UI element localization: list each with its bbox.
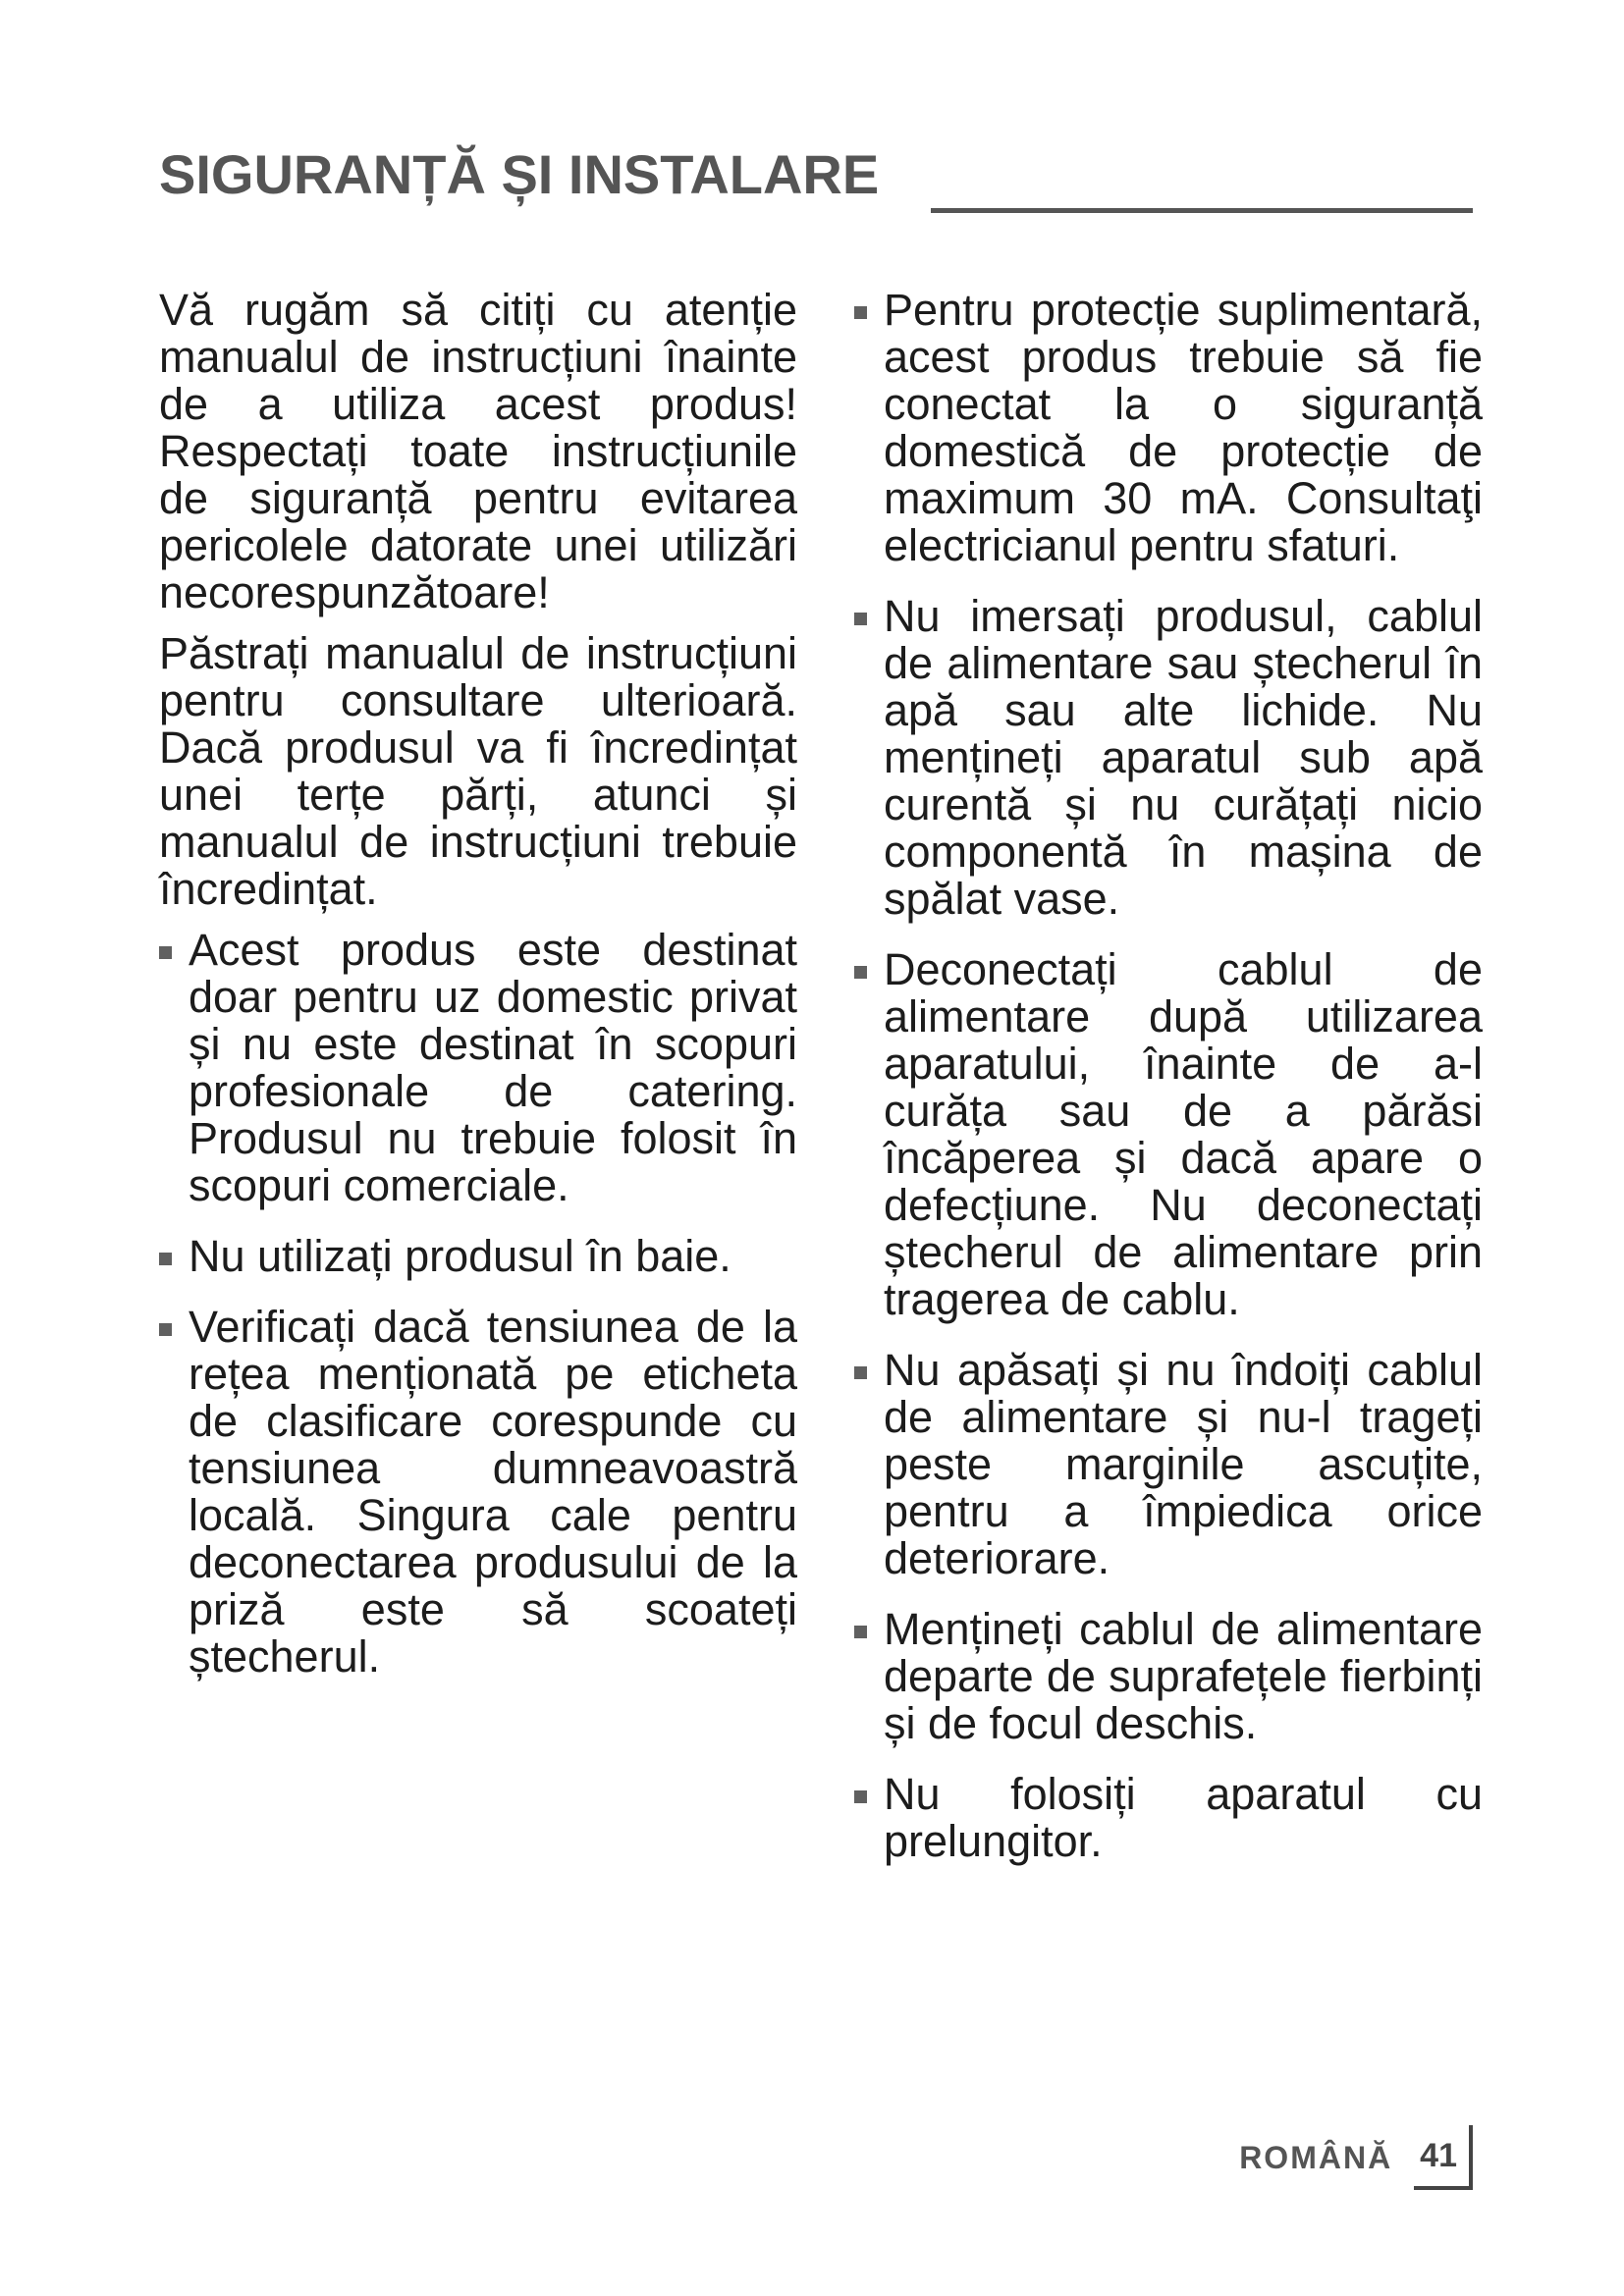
intro-paragraph: Vă rugăm să citiți cu atenție manualul de instrucțiuni înainte de a utiliza acest produs! Respectați toate instrucțiunile de siguranță pentru evitarea pericolele datorate unei utilizări necorespunzătoare! — [159, 285, 797, 617]
left-column — [159, 287, 797, 1704]
list-item — [854, 1771, 1483, 1865]
list-item — [854, 1606, 1483, 1747]
square-bullet-icon — [854, 1626, 867, 1638]
square-bullet-icon — [854, 613, 867, 625]
list-item — [159, 1304, 797, 1681]
bullet-text: Pentru protecție suplimentară, acest produs trebuie să fie conectat la o siguranță domestică de protecție de maximum 30 mA. Consultaţi electricianul pentru sfaturi. — [884, 285, 1483, 570]
bullet-text: Nu apăsați și nu îndoiți cablul de alimentare și nu-l trageți peste marginile ascuțite, pentru a împiedica orice deteriorare. — [884, 1345, 1483, 1583]
square-bullet-icon — [854, 1366, 867, 1379]
right-bullet-list — [854, 287, 1483, 1865]
page-title: SIGURANȚĂ ȘI INSTALARE — [159, 143, 880, 205]
bullet-text: Mențineți cablul de alimentare departe de suprafețele fierbinți și de focul deschis. — [884, 1604, 1483, 1748]
list-item — [159, 1233, 797, 1280]
page-footer — [1239, 2127, 1473, 2188]
page-number: 41 — [1414, 2125, 1473, 2190]
square-bullet-icon — [159, 1323, 172, 1336]
list-item — [159, 927, 797, 1209]
list-item — [854, 287, 1483, 569]
square-bullet-icon — [159, 946, 172, 959]
bullet-text: Nu imersați produsul, cablul de alimentare sau ștecherul în apă sau alte lichide. Nu mențineți aparatul sub apă curentă și nu curățați nicio componentă în mașina de spălat vase. — [884, 591, 1483, 924]
list-item — [854, 946, 1483, 1323]
bullet-text: Verificați dacă tensiunea de la rețea menționată pe eticheta de clasificare corespunde cu tensiunea dumneavoastră locală. Singura cale pentru deconectarea produsului de la priză este să scoateți ștecherul. — [189, 1302, 797, 1682]
bullet-text: Nu folosiți aparatul cu prelungitor. — [884, 1769, 1483, 1866]
title-rule — [931, 208, 1473, 213]
list-item — [854, 1347, 1483, 1582]
square-bullet-icon — [854, 306, 867, 319]
footer-language: ROMÂNĂ — [1239, 2139, 1393, 2175]
list-item — [854, 593, 1483, 923]
square-bullet-icon — [159, 1253, 172, 1265]
keep-manual-paragraph: Păstrați manualul de instrucțiuni pentru consultare ulterioară. Dacă produsul va fi încredințat unei terțe părți, atunci și manualul de instrucțiuni trebuie încredințat. — [159, 628, 797, 914]
right-column — [854, 287, 1483, 1889]
bullet-text: Deconectați cablul de alimentare după utilizarea aparatului, înainte de a-l curăța sau de a părăsi încăperea și dacă apare o defecțiune. Nu deconectați ștecherul de alimentare prin tragerea de cablu. — [884, 944, 1483, 1324]
square-bullet-icon — [854, 1790, 867, 1803]
bullet-text: Acest produs este destinat doar pentru uz domestic privat și nu este destinat în scopuri profesionale de catering. Produsul nu trebuie folosit în scopuri comerciale. — [189, 925, 797, 1210]
left-bullet-list — [159, 927, 797, 1681]
bullet-text: Nu utilizați produsul în baie. — [189, 1231, 731, 1281]
square-bullet-icon — [854, 966, 867, 979]
